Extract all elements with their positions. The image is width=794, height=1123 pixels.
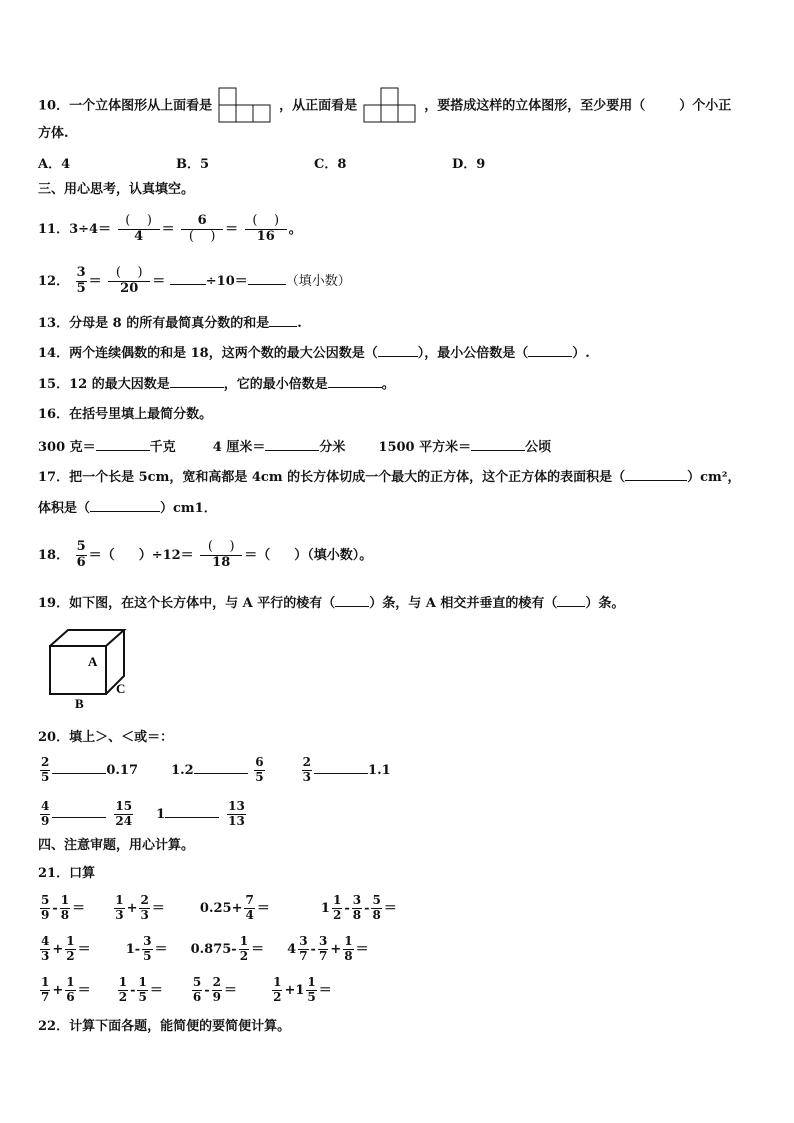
q19: 19．如下图，在这个长方体中，与 A 平行的棱有（ ）条，与 A 相交并垂直的棱有（ ）条。: [38, 592, 624, 614]
q20-blank-3[interactable]: [314, 759, 368, 774]
q13: 13．分母是 8 的所有最简真分数的和是 .: [38, 312, 302, 334]
q10-options: [38, 155, 590, 175]
cuboid-front-face: [50, 646, 106, 694]
label-b: B: [75, 696, 84, 711]
q20-row1: $\frac{2}{5}$ 0.17 1.2 $\frac{6}{5}$ $\frac{2}{3}$ 1.1: [41, 755, 391, 784]
q21-row3: $\frac{1}{7}$ + $\frac{1}{6}$ ＝ $\frac{1}{2}$ - $\frac{1}{5}$ ＝ $\frac{5}{6}$ - $\frac{2}{9}$ ＝ $\frac{1}{2}$ +1 $\frac{1}{5}$ ＝: [41, 975, 332, 1004]
q16-items: 300 克＝ 千克 4 厘米＝ 分米 1500 平方米＝ 公顷: [38, 436, 551, 458]
q18-frac-1: $\frac{5}{6}$: [76, 539, 86, 570]
label-a: A: [88, 654, 98, 669]
q12-blank-1[interactable]: [170, 270, 206, 285]
q12-frac-2: $\frac{( )}{20}$: [108, 266, 150, 297]
q16-heading: 16．在括号里填上最简分数。: [38, 407, 213, 422]
q12-frac-1: $\frac{3}{5}$: [76, 265, 86, 296]
q10-text-c: ，要搭成这样的立体图形，至少要用（: [424, 98, 646, 114]
q12: 12． $\frac{3}{5}$ ＝ $\frac{( )}{20}$ ＝ ÷10＝ （填小数）: [38, 265, 351, 296]
section-4-heading: 四、注意审题，用心计算。: [38, 838, 195, 853]
q15-blank-2[interactable]: [328, 373, 382, 388]
q15-blank-1[interactable]: [170, 373, 224, 388]
q17-blank-1[interactable]: [625, 466, 687, 481]
q16-blank-3[interactable]: [471, 436, 525, 451]
q11-frac-2: $\frac{6}{( )}$: [181, 214, 223, 245]
q10-text-a: 10．一个立体图形从上面看是: [38, 98, 213, 114]
q20-blank-1[interactable]: [52, 759, 106, 774]
q11-frac-1: $\frac{( )}{4}$: [118, 214, 160, 245]
label-c: C: [116, 681, 126, 696]
q17-line1: 17．把一个长是 5cm，宽和高都是 4cm 的长方体切成一个最大的正方体，这个正方体的表面积是（ ）cm²，: [38, 466, 740, 488]
q10-text-b: ，从正面看是: [279, 98, 358, 114]
q15: 15．12 的最大因数是 ，它的最小倍数是 。: [38, 373, 395, 395]
q14: 14．两个连续偶数的和是 18，这两个数的最大公因数是（ ），最小公倍数是（ ）.: [38, 342, 590, 364]
q19-blank-1[interactable]: [335, 592, 369, 607]
q21-row2: $\frac{4}{3}$ + $\frac{1}{2}$ ＝ 1- $\frac{3}{5}$ ＝ 0.875- $\frac{1}{2}$ ＝ 4 $\frac{3}{7}$ - $\frac{3}{7}$ + $\frac{1}{8}$ ＝: [41, 934, 369, 963]
q11-prefix: 11．3÷4＝: [38, 221, 112, 237]
q19-blank-2[interactable]: [557, 592, 585, 607]
q20-blank-5[interactable]: [165, 803, 219, 818]
q13-blank[interactable]: [269, 312, 297, 327]
top-view-figure: [217, 86, 275, 126]
q21-heading: 21．口算: [38, 866, 96, 881]
cuboid-top-face: [50, 630, 124, 646]
q14-blank-2[interactable]: [528, 342, 572, 357]
option-b[interactable]: B．5: [176, 157, 210, 172]
q20-blank-2[interactable]: [194, 759, 248, 774]
q18-frac-2: $\frac{( )}{18}$: [200, 540, 242, 571]
cuboid-figure: [44, 626, 144, 716]
q20-heading: 20．填上＞、＜或＝：: [38, 730, 174, 745]
q20-row2: $\frac{4}{9}$ $\frac{15}{24}$ 1 $\frac{13}{13}$: [41, 799, 245, 828]
q18: 18． $\frac{5}{6}$ ＝（ ）÷12＝ $\frac{( )}{18}$ ＝（ ）（填小数）。: [38, 539, 373, 570]
q17-blank-2[interactable]: [90, 497, 160, 512]
section-3-heading: 三、用心思考，认真填空。: [38, 182, 195, 197]
q14-blank-1[interactable]: [378, 342, 418, 357]
option-a[interactable]: A．4: [38, 157, 71, 172]
q20-blank-4[interactable]: [52, 803, 106, 818]
q10-line1: [38, 86, 731, 126]
q16-blank-2[interactable]: [265, 436, 319, 451]
q21-row1: $\frac{5}{9}$ - $\frac{1}{8}$ ＝ $\frac{1}{3}$ + $\frac{2}{3}$ ＝ 0.25+ $\frac{7}{4}$ ＝ 1 $\frac{1}{2}$ - $\frac{3}{8}$ - $\frac{5}{8}$ ＝: [41, 893, 397, 922]
front-view-figure: [362, 86, 420, 126]
q22: 22．计算下面各题，能简便的要简便计算。: [38, 1019, 291, 1034]
option-d[interactable]: D．9: [452, 157, 486, 172]
q12-blank-2[interactable]: [248, 270, 286, 285]
q16-blank-1[interactable]: [96, 436, 150, 451]
q11: 11．3÷4＝ $\frac{( )}{4}$ ＝ $\frac{6}{( )}$ ＝ $\frac{( )}{16}$ 。: [38, 213, 302, 244]
q10-text-d: ）个小正: [679, 98, 732, 114]
option-c[interactable]: C．8: [314, 157, 347, 172]
q11-frac-3: $\frac{( )}{16}$: [245, 214, 287, 245]
q17-line2: 体积是（ ）cm1．: [38, 497, 217, 519]
q10-line2: 方体.: [38, 126, 69, 141]
